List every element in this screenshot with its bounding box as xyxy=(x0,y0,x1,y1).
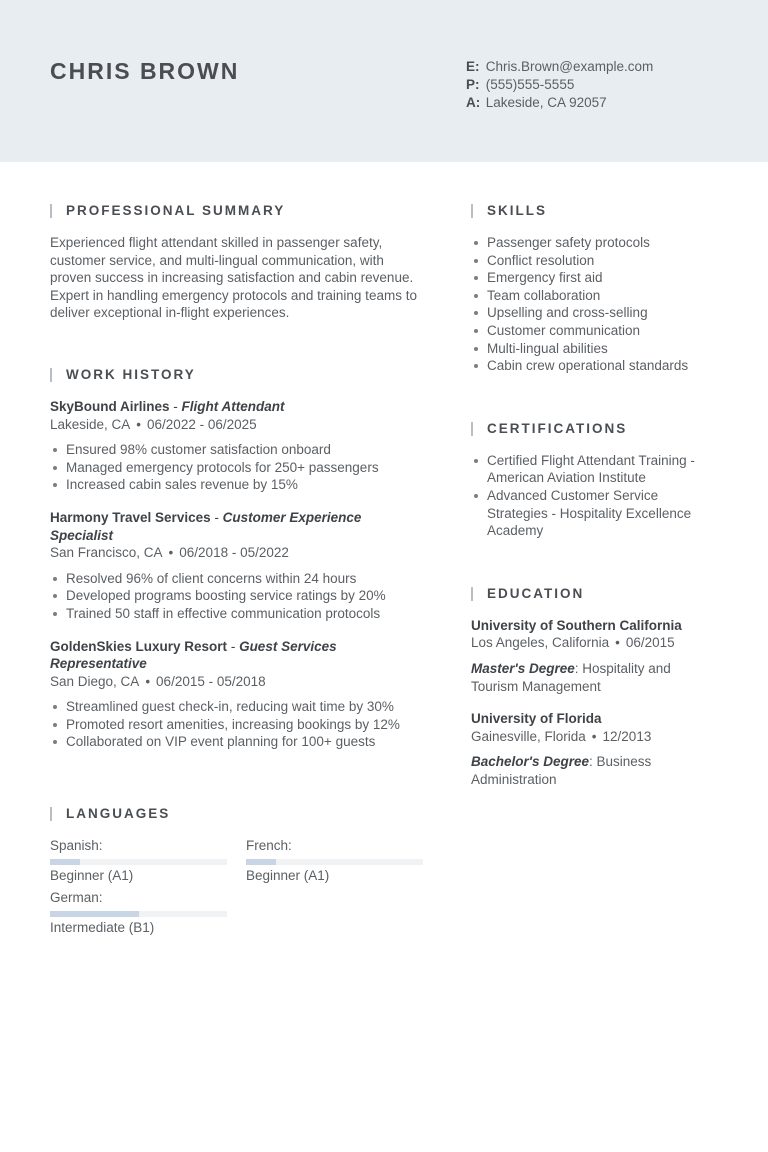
job-bullet: Collaborated on VIP event planning for 100+ guests xyxy=(50,733,422,751)
job-meta xyxy=(50,544,422,562)
summary-heading: PROFESSIONAL SUMMARY xyxy=(50,200,422,222)
language-bar-fill xyxy=(50,911,139,917)
job-separator: - xyxy=(227,638,240,654)
language-bar xyxy=(50,859,227,865)
language-level: Beginner (A1) xyxy=(50,867,134,883)
certification-item: Certified Flight Attendant Training - American Aviation Institute xyxy=(471,452,721,487)
job-company: Harmony Travel Services xyxy=(50,509,211,525)
job-entry xyxy=(50,638,422,752)
education-section xyxy=(471,583,721,789)
job-company: GoldenSkies Luxury Resort xyxy=(50,638,228,654)
job-role: Flight Attendant xyxy=(181,398,285,414)
skill-item: Upselling and cross-selling xyxy=(471,304,721,322)
certifications-section xyxy=(471,418,721,540)
education-degree-line xyxy=(471,660,721,695)
language-bar-fill xyxy=(50,859,80,865)
education-field: : Business Administration xyxy=(471,754,652,787)
right-column xyxy=(471,200,721,788)
job-location: San Diego, CA xyxy=(50,673,140,689)
job-bullets xyxy=(50,570,422,623)
header-banner xyxy=(0,0,768,162)
job-bullet: Increased cabin sales revenue by 15% xyxy=(50,476,422,494)
job-role: Guest Services Representative xyxy=(50,638,337,672)
contact-phone-row xyxy=(466,76,653,94)
job-dates: 06/2022 - 06/2025 xyxy=(147,416,257,432)
education-degree-line xyxy=(471,753,721,788)
skills-heading: SKILLS xyxy=(471,200,721,222)
job-dates: 06/2015 - 05/2018 xyxy=(156,673,266,689)
education-field: : Hospitality and Tourism Management xyxy=(471,660,671,694)
certification-item: Advanced Customer Service Strategies - Hospitality Excellence Academy xyxy=(471,487,721,540)
bullet-dot: • xyxy=(145,673,151,689)
job-bullet: Ensured 98% customer satisfaction onboard xyxy=(50,441,422,459)
language-level: Intermediate (B1) xyxy=(50,919,155,935)
skill-item: Emergency first aid xyxy=(471,269,721,287)
job-entry xyxy=(50,398,422,494)
education-heading: EDUCATION xyxy=(471,583,721,605)
job-company: SkyBound Airlines xyxy=(50,398,170,414)
languages-heading: LANGUAGES xyxy=(50,803,422,825)
job-dates: 06/2018 - 05/2022 xyxy=(179,545,289,561)
job-bullet: Managed emergency protocols for 250+ passengers xyxy=(50,459,422,477)
work-history-heading: WORK HISTORY xyxy=(50,364,422,386)
education-school: University of Florida xyxy=(471,711,602,727)
candidate-name: CHRIS BROWN xyxy=(50,58,240,84)
bullet-dot: • xyxy=(136,416,142,432)
contact-email-row xyxy=(466,58,653,76)
language-item xyxy=(50,889,227,936)
skills-list xyxy=(471,234,721,375)
job-title-line xyxy=(50,509,422,544)
summary-section xyxy=(50,200,422,322)
job-separator: - xyxy=(169,398,182,414)
education-entry xyxy=(471,710,721,788)
job-entry xyxy=(50,509,422,623)
bullet-dot: • xyxy=(615,635,620,651)
job-bullet: Trained 50 staff in effective communication protocols xyxy=(50,605,422,623)
job-meta xyxy=(50,416,422,434)
skill-item: Cabin crew operational standards xyxy=(471,357,721,375)
job-location: Lakeside, CA xyxy=(50,416,131,432)
job-bullet: Developed programs boosting service ratings by 20% xyxy=(50,587,422,605)
language-name: German: xyxy=(50,890,103,906)
job-separator: - xyxy=(210,509,223,525)
education-date: 06/2015 xyxy=(625,635,675,651)
job-bullets xyxy=(50,698,422,751)
job-meta xyxy=(50,673,422,691)
skill-item: Team collaboration xyxy=(471,287,721,305)
language-item xyxy=(50,837,227,884)
job-bullet: Promoted resort amenities, increasing bookings by 12% xyxy=(50,716,422,734)
education-degree: Master's Degree xyxy=(471,660,575,676)
job-title-line xyxy=(50,398,422,416)
education-meta xyxy=(471,634,721,652)
language-name: Spanish: xyxy=(50,838,103,854)
education-meta xyxy=(471,728,721,746)
skill-item: Customer communication xyxy=(471,322,721,340)
education-location: Los Angeles, California xyxy=(471,635,610,651)
education-date: 12/2013 xyxy=(602,728,652,744)
phone-value: (555)555-5555 xyxy=(485,77,575,92)
work-history-section xyxy=(50,364,422,751)
language-name: French: xyxy=(246,838,292,854)
contact-address-row xyxy=(466,94,653,112)
bullet-dot: • xyxy=(591,728,597,744)
languages-section xyxy=(50,803,422,943)
job-role: Customer Experience Specialist xyxy=(50,509,362,543)
bullet-dot: • xyxy=(168,545,174,561)
education-degree: Bachelor's Degree xyxy=(471,754,590,770)
job-bullet: Resolved 96% of client concerns within 24 hours xyxy=(50,570,422,588)
address-label: A: xyxy=(466,95,481,110)
phone-label: P: xyxy=(466,77,480,92)
job-bullet: Streamlined guest check-in, reducing wait time by 30% xyxy=(50,698,422,716)
summary-text: Experienced flight attendant skilled in passenger safety, customer service, and multi-lingual communication, with proven success in increasing satisfaction and cabin revenue. Expert in handling emergency protocols and training teams to deliver exceptional in-flight experiences. xyxy=(50,235,417,321)
skill-item: Passenger safety protocols xyxy=(471,234,721,252)
certifications-heading: CERTIFICATIONS xyxy=(471,418,721,440)
job-bullets xyxy=(50,441,422,494)
language-bar-fill xyxy=(246,859,276,865)
language-level: Beginner (A1) xyxy=(246,867,330,883)
skill-item: Multi-lingual abilities xyxy=(471,340,721,358)
email-label: E: xyxy=(466,59,480,74)
email-value: Chris.Brown@example.com xyxy=(485,59,654,74)
education-entry xyxy=(471,617,721,695)
certifications-list xyxy=(471,452,721,540)
skills-section xyxy=(471,200,721,375)
contact-block xyxy=(466,58,653,112)
language-bar xyxy=(50,911,227,917)
education-location: Gainesville, Florida xyxy=(471,728,586,744)
language-item xyxy=(246,837,423,884)
left-column xyxy=(50,200,422,943)
job-title-line xyxy=(50,638,422,673)
address-value: Lakeside, CA 92057 xyxy=(485,95,607,110)
education-school: University of Southern California xyxy=(471,617,682,633)
skill-item: Conflict resolution xyxy=(471,252,721,270)
job-location: San Francisco, CA xyxy=(50,545,163,561)
language-bar xyxy=(246,859,423,865)
